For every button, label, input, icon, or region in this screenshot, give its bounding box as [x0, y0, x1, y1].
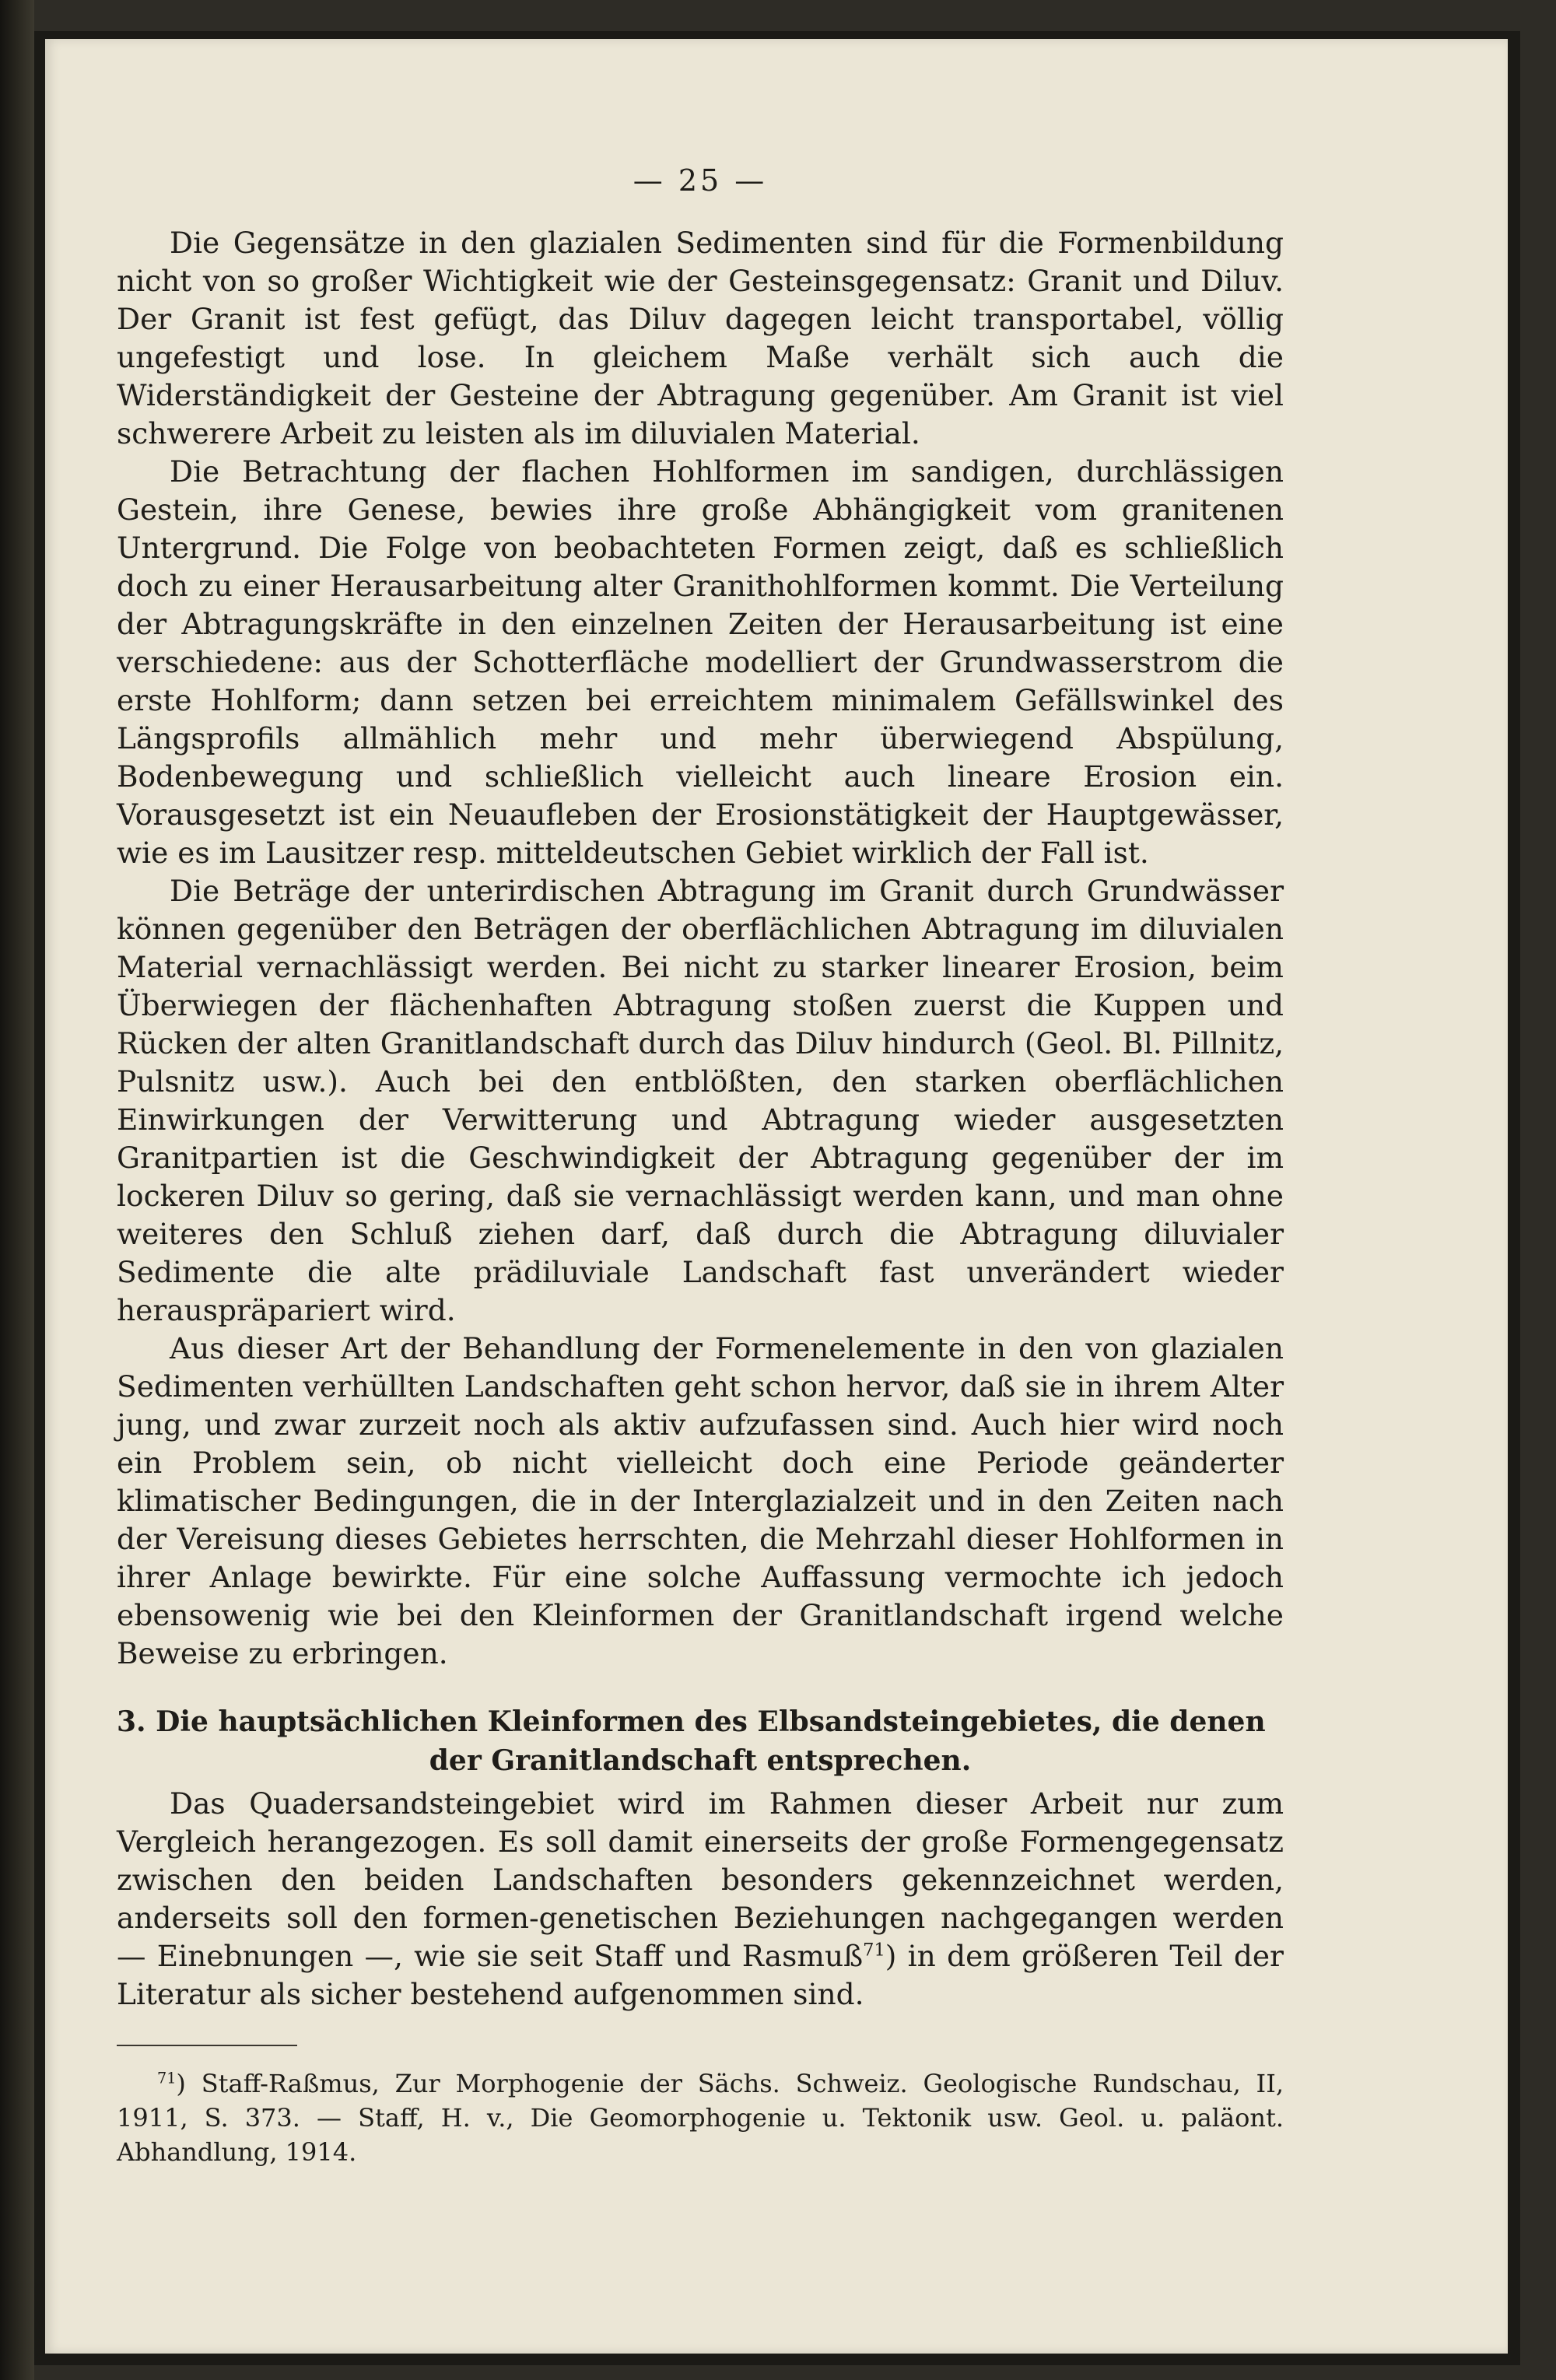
section-heading-line-2: der Granitlandschaft entsprechen.	[429, 1744, 972, 1777]
paragraph-2: Die Betrachtung der flachen Hohlformen im sandigen, durchlässigen Gestein, ihre Genese, bewies ihre große Abhängigkeit vom granitenen Untergrund. Die Folge von beobachteten Formen zeigt, daß es schließlich doch zu einer Herausarbeitung alter Granithohlformen kommt. Die Verteilung der Abtragungskräfte in den einzelnen Zeiten der Herausarbeitung ist eine verschiedene: aus der Schotterfläche modelliert der Grundwasserstrom die erste Hohlform; dann setzen bei erreichtem minimalem Gefällswinkel des Längsprofils allmählich mehr und mehr überwiegend Abspülung, Bodenbewegung und schließlich vielleicht auch lineare Erosion ein. Vorausgesetzt ist ein Neuaufleben der Erosionstätigkeit der Hauptgewässer, wie es im Lausitzer resp. mitteldeutschen Gebiet wirklich der Fall ist.	[117, 454, 1284, 870]
paragraph-1: Die Gegensätze in den glazialen Sedimenten sind für die Formenbildung nicht von so großer Wichtigkeit wie der Gesteinsgegensatz: Granit und Diluv. Der Granit ist fest gefügt, das Diluv dagegen leicht transportabel, völlig ungefestigt und lose. In gleichem Maße verhält sich auch die Widerständigkeit der Gesteine der Abtragung gegenüber. Am Granit ist viel schwerere Arbeit zu leisten als im diluvialen Material.	[117, 226, 1284, 450]
section-paragraph	[117, 1785, 1284, 2014]
footnote	[117, 2066, 1284, 2169]
book-spine-edge	[0, 0, 34, 2380]
paragraph-3: Die Beträge der unterirdischen Abtragung im Granit durch Grundwässer können gegenüber den Beträgen der oberflächlichen Abtragung im diluvialen Material vernachlässigt werden. Bei nicht zu starker linearer Erosion, beim Überwiegen der flächenhaften Abtragung stoßen zuerst die Kuppen und Rücken der alten Granitlandschaft durch das Diluv hindurch (Geol. Bl. Pillnitz, Pulsnitz usw.). Auch bei den entblößten, den starken oberflächlichen Einwirkungen der Verwitterung und Abtragung wieder ausgesetzten Granitpartien ist die Geschwindigkeit der Abtragung gegenüber der im lockeren Diluv so gering, daß sie vernachlässigt werden kann, und man ohne weiteres den Schluß ziehen darf, daß durch die Abtragung diluvialer Sedimente die alte prädiluviale Landschaft fast unverändert wieder herauspräpariert wird.	[117, 874, 1284, 1327]
paragraph-4: Aus dieser Art der Behandlung der Formenelemente in den von glazialen Sedimenten verhüllten Landschaften geht schon hervor, daß sie in ihrem Alter jung, und zwar zurzeit noch als aktiv aufzufassen sind. Auch hier wird noch ein Problem sein, ob nicht vielleicht doch eine Periode geänderter klimatischer Bedingungen, die in der Interglazialzeit und in den Zeiten nach der Vereisung dieses Gebietes herrschten, die Mehrzahl dieser Hohlformen in ihrer Anlage bewirkte. Für eine solche Auffassung vermochte ich jedoch ebensowenig wie bei den Kleinformen der Granitlandschaft irgend welche Beweise zu erbringen.	[117, 1331, 1284, 1670]
section-paragraph-text-before: Das Quadersandsteingebiet wird im Rahmen dieser Arbeit nur zum Vergleich herangezogen. Es soll damit einerseits der große Formengegensatz zwischen den beiden Landschaften besonders gekennzeichnet werden, anderseits soll den formen-genetischen Beziehungen nachgegangen werden — Einebnungen —, wie sie seit Staff und Rasmuß	[117, 1786, 1284, 1973]
footnote-separator-rule	[117, 2045, 297, 2046]
section-heading-line-1: 3. Die hauptsächlichen Kleinformen des Elbsandsteingebietes, die denen	[117, 1705, 1266, 1738]
section-paragraph-text-after: ) in dem größeren Teil der Literatur als sicher bestehend aufgenommen sind.	[117, 1939, 1284, 2011]
footnote-text: ) Staff-Raßmus, Zur Morphogenie der Sächs. Schweiz. Geologische Rundschau, II, 1911, S. 373. — Staff, H. v., Die Geomorphogenie u. Tektonik usw. Geol. u. paläont. Abhandlung, 1914.	[117, 2069, 1284, 2167]
footnote-mark: 71	[157, 2069, 177, 2087]
section-heading	[117, 1702, 1284, 1780]
footnote-reference: 71	[863, 1940, 885, 1961]
book-page	[45, 39, 1508, 2354]
page-number: — 25 —	[633, 163, 768, 198]
page-text-block	[117, 163, 1284, 2169]
